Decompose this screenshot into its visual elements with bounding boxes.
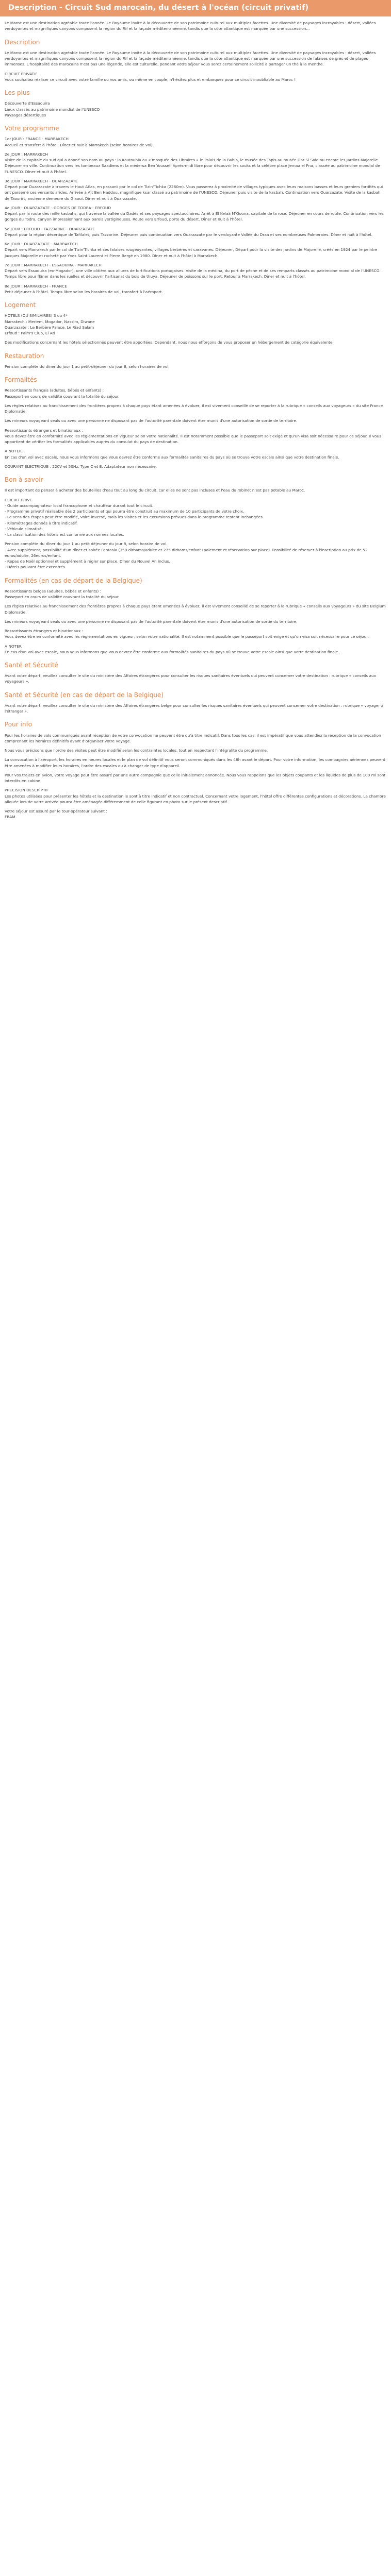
section-paragraph: A NOTER En cas d'un vol avec escale, nous vous informons que vous devrez être conforme aux formalités sanitaires du pays où se trouve votre escale ainsi que votre destination finale. bbox=[5, 643, 339, 654]
section-paragraph: Des modifications concernant les hôtels sélectionnés peuvent être apportées. Cependant, nous nous efforçons de vous proposer un hébergement de catégorie équivalente. bbox=[5, 340, 334, 345]
section-paragraph: Pour les horaires de vols communiqués avant réception de votre convocation ne peuvent être qu'à titre indicatif. Dans tous les cas, il est impératif que vous attendiez la réception de la convocation comprenant les horaires définitifs avant d'organiser votre voyage. bbox=[5, 733, 381, 743]
page-title: Description - Circuit Sud marocain, du désert à l'océan (circuit privatif) bbox=[0, 0, 391, 16]
section-paragraph: Ressortissants français (adultes, bébés et enfants) : Passeport en cours de validité couvrant la totalité du séjour. bbox=[5, 388, 120, 399]
section-paragraph: Il est important de penser à acheter des bouteilles d'eau tout au long du circuit, car elles ne sont pas incluses et l'eau du robinet n'est pas potable au Maroc. bbox=[5, 488, 305, 493]
section-paragraph: Votre séjour est assuré par le tour-opérateur suivant : FRAM bbox=[5, 809, 107, 820]
section-heading: Pour info bbox=[5, 721, 32, 728]
section-paragraph: CIRCUIT PRIVE - Guide accompagnateur local francophone et chauffeur durant tout le circuit. - Programme privatif réalisable dès 2 participants et qui pourra être construit au maximum de 10 participants de votre choix. - Le sens des étapes peut être modifié, voire inversé, mais les visites et les excursions prévues dans le programme restent inchangées. - Kilométrages donnés à titre indicatif. - Véhicule climatisé. - La classification des hôtels est conforme aux normes locales. bbox=[5, 497, 264, 537]
section-paragraph: Les règles relatives au franchissement des frontières propres à chaque pays étant amenées à évoluer, il est vivement conseillé de se reporter à la rubrique « conseils aux voyageurs » du site France Diplomatie. bbox=[5, 403, 383, 414]
section-paragraph: Avant votre départ, veuillez consulter le site du ministère des Affaires étrangères belge pour consulter les risques sanitaires éventuels qui peuvent concerner votre destination : rubrique « voyager à l'étranger ». bbox=[5, 703, 384, 714]
section-paragraph: La convocation à l'aéroport, les horaires en heures locales et le plan de vol définitif vous seront communiqués dans les 48h avant le départ. Pour votre information, les compagnies aériennes peuvent être amenées à modifier leurs horaires, l'ordre des escales ou à changer de type d'appareil. bbox=[5, 757, 386, 768]
section-paragraph: Avant votre départ, veuillez consulter le site du ministère des Affaires étrangères pour consulter les risques sanitaires éventuels qui peuvent concerner votre destination : rubrique « conseils aux voyageurs ». bbox=[5, 673, 377, 684]
section-formalites bbox=[5, 375, 386, 469]
section-paragraph: A NOTER En cas d'un vol avec escale, nous vous informons que vous devrez être conforme aux formalités sanitaires du pays où se trouve votre escale ainsi que votre destination finale. bbox=[5, 449, 339, 460]
intro-text: Le Maroc est une destination agréable toute l'année. Le Royaume invite à la découverte de son patrimoine culturel aux multiples facettes. Une diversité de paysages incroyables : désert, vallées verdoyantes et magnifiques canyons composent la région du Rif et la façade méditerranéenne, tandis que la côte atlantique est marquée par une succession... bbox=[5, 21, 376, 31]
section-paragraph: Le Maroc est une destination agréable toute l'année. Le Royaume invite à la découverte de son patrimoine culturel aux multiples facettes. Une diversité de paysages incroyables : désert, vallées verdoyantes et magnifiques canyons composent la région du Rif et la façade méditerranéenne, tandis que la côte atlantique est marquée par une succession de falaises de grès et de plages immenses. L'hospitalité des marocains n'est pas une légende, elle est culturelle, pendant votre séjour vous serez certainement sollicité à partager un thé à la menthe. bbox=[5, 50, 376, 67]
section-paragraph: Nous vous précisons que l'ordre des visites peut être modifié selon les contraintes locales, tout en respectant l'intégralité du programme. bbox=[5, 748, 268, 753]
section-paragraph: Ressortissants étrangers et binationaux : Vous devez être en conformité avec les réglementations en vigueur selon votre nationalité. Il est notamment possible que le passeport soit exigé et qu'un visa soit nécessaire pour ce séjour. Il vous appartient de vérifier les formalités applicables auprès du consulat du pays de destination. bbox=[5, 428, 381, 445]
section-les-plus bbox=[5, 88, 386, 118]
section-heading: Bon à savoir bbox=[5, 476, 43, 484]
section-paragraph: Pension complète du dîner du jour 1 au petit-déjeuner du jour 8, selon horaires de vol. bbox=[5, 364, 170, 369]
section-paragraph: 8e JOUR : MARRAKECH - FRANCE Petit déjeuner à l'hôtel. Temps libre selon les horaires de vol, transfert à l'aéroport. bbox=[5, 283, 163, 294]
section-paragraph: PRECISION DESCRIPTIF Les photos utilisées pour présenter les hôtels et la destination le sont à titre indicatif et non contractuel. Concernant votre logement, l'hôtel offre différentes configurations et décorations. La chambre allouée lors de votre arrivée pourra être aménagée différemment de celle figurant en photo sur le présent descriptif. bbox=[5, 788, 386, 804]
section-heading: Votre programme bbox=[5, 125, 59, 132]
intro-block bbox=[5, 20, 386, 32]
section-heading: Logement bbox=[5, 301, 36, 309]
section-heading: Formalités bbox=[5, 376, 37, 384]
section-votre-programme bbox=[5, 124, 386, 295]
section-paragraph: Pension complète du dîner du jour 1 au petit déjeuner du jour 8, selon horaire de vol. - Avec supplément, possibilité d'un dîner et soirée Fantasia (350 dirhams/adulte et 275 dirhams/enfant (paiement et réservation sur place). Possibilité de réserver à l'inscription au prix de 52 euros/adulte, 26euros/enfant. - Repas de Noël optionnel et supplément à régler sur place. Dîner du Nouvel An inclus. - Hôtels pouvant être excentrés. bbox=[5, 541, 368, 570]
section-heading: Restauration bbox=[5, 352, 44, 360]
section-formalites-en-cas-de-depart-de-la-belgique bbox=[5, 576, 386, 655]
section-paragraph: Pour vos trajets en avion, votre voyage peut être assuré par une autre compagnie que celle initialement annoncée. Nous vous rappelons que les objets coupants et les liquides de plus de 100 ml sont interdits en cabine. bbox=[5, 772, 386, 784]
page bbox=[0, 0, 391, 829]
section-paragraph: Ressortissants belges (adultes, bébés et enfants) : Passeport en cours de validité couvrant la totalité du séjour. bbox=[5, 588, 120, 599]
section-paragraph: CIRCUIT PRIVATIF Vous souhaitez réaliser ce circuit avec votre famille ou vos amis, ou même en couple, n'hésitez plus et embarquez pour ce circuit inoubliable au Maroc ! bbox=[5, 71, 296, 82]
section-paragraph: 2e JOUR : MARRAKECH Visite de la capitale du sud qui a donné son nom au pays : la Koutoubia ou « mosquée des Libraires » le Palais de la Bahia, le musée des Tapis au musée Dar Si Saïd ou encore les Jardins Majorelle. Déjeuner en ville. Continuation vers les tombeaux Saadiens et la médersa Ben Youssef. Après-midi libre pour découvrir les souks et la célèbre place Jemaa el Fna, classée au patrimoine mondial de l'UNESCO. Dîner et nuit à l'hôtel. bbox=[5, 151, 380, 174]
section-paragraph: 5e JOUR : ERFOUD - TAZZARINE - OUARZAZATE Départ pour la région désertique de Tafilalet, puis Tazzarine. Déjeuner puis continuation vers Ouarzazate par le verdoyante Vallée du Draa et ses nombreuses Palmeraies. Dîner et nuit à l'hôtel. bbox=[5, 226, 373, 237]
section-bon-a-savoir bbox=[5, 475, 386, 570]
section-heading: Santé et Sécurité (en cas de départ de la Belgique) bbox=[5, 691, 164, 699]
section-paragraph: COURANT ELECTRIQUE : 220V et 50Hz. Type C et E. Adaptateur non nécessaire. bbox=[5, 464, 157, 469]
section-paragraph: Ressortissants étrangers et binationaux : Vous devez être en conformité avec les réglementations en vigueur, selon votre nationalité. Il est notamment possible que le passeport soit exigé et qu'un visa soit nécessaire pour ce séjour. bbox=[5, 629, 369, 639]
section-paragraph: HOTELS (OU SIMILAIRES) 3 ou 4* Marrakech : Meriem, Mogador, Nassim, Diwane Ouarzazate : Le Berbère Palace, Le Riad Salam Erfoud : Palm's Club, El Ati bbox=[5, 313, 95, 336]
section-paragraph: Les mineurs voyageant seuls ou avec une personne ne disposant pas de l'autorité parentale doivent être munis d'une autorisation de sortie de territoire. bbox=[5, 418, 298, 423]
section-paragraph: 7e JOUR : MARRAKECH - ESSAOUIRA - MARRAKECH Départ vers Essaouira (ex-Mogador), une ville côtière aux allures de fortifications portugaises. Visite de la médina, du port de pêche et de ses remparts classés au patrimoine mondial de l'UNESCO. Temps libre pour flâner dans les ruelles et découvrir l'artisanat du bois de thuya. Déjeuner de poissons sur le port. Retour à Marrakech. Dîner et nuit à l'hôtel. bbox=[5, 262, 381, 279]
section-paragraph: 3e JOUR : MARRAKECH - OUARZAZATE Départ pour Ouarzazate à travers le Haut Atlas, en passant par le col de Tizin'Tichka (2260m). Vous passerez à proximité de villages typiques avec leurs maisons basses et leurs greniers fortifiés qui ont parsemé ces versants arides. Arrivée à Aït Ben Haddou, magnifique ksar classé au patrimoine de l'UNESCO. Déjeuner puis visite de la kasbah. Continuation vers Ouarzazate. Visite de la kasbah de Taourirt, ancienne demeure du Glaoui. Dîner et nuit à Ouarzazate. bbox=[5, 178, 383, 201]
content-sections bbox=[5, 38, 386, 820]
section-paragraph: Découverte d'Essaouira Lieux classés au patrimoine mondial de l'UNESCO Paysages désertiques bbox=[5, 101, 100, 117]
section-heading: Santé et Sécurité bbox=[5, 662, 58, 669]
section-sante-et-securite-en-cas-de-depart-de-la-belgique bbox=[5, 690, 386, 715]
section-heading: Formalités (en cas de départ de la Belgique) bbox=[5, 577, 142, 584]
section-sante-et-securite bbox=[5, 660, 386, 685]
section-pour-info bbox=[5, 720, 386, 820]
section-heading: Description bbox=[5, 38, 40, 46]
section-paragraph: 6e JOUR : OUARZAZATE - MARRAKECH Départ vers Marrakech par le col de Tizin'Tichka et ses falaises rougeoyantes, villages berbères et caravanes. Déjeuner, Départ pour la visite des jardins de Majorelle, créés en 1924 par le peintre Jacques Majorelle et racheté par Yves Saint Laurent et Pierre Bergé en 1980. Dîner et nuit à l'hôtel à Marrakech. bbox=[5, 242, 378, 258]
section-logement bbox=[5, 300, 386, 345]
section-paragraph: 4e JOUR : OUARZAZATE - GORGES DE TODRA - ERFOUD Départ par la route des mille kasbahs, qui traverse la vallée du Dadès et ses paysages spectaculaires. Arrêt à El Kelaâ M'Gouna, capitale de la rose. Déjeuner en cours de route. Continuation vers les gorges du Todra, canyon impressionnant aux parois vertigineuses. Route vers Erfoud, porte du désert. Dîner et nuit à l'hôtel. bbox=[5, 205, 384, 222]
section-paragraph: Les règles relatives au franchissement des frontières propres à chaque pays étant amenées à évoluer, il est vivement conseillé de se reporter à la rubrique « conseils aux voyageurs » du site Belgium Diplomatie. bbox=[5, 604, 386, 615]
section-description bbox=[5, 38, 386, 82]
section-restauration bbox=[5, 351, 386, 369]
section-paragraph: Les mineurs voyageant seuls ou avec une personne ne disposant pas de l'autorité parentale doivent être munis d'une autorisation de sortie du territoire. bbox=[5, 619, 298, 624]
section-paragraph: 1er JOUR : FRANCE - MARRAKECH Accueil et transfert à l'hôtel. Dîner et nuit à Marrakech (selon horaires de vol). bbox=[5, 137, 154, 147]
section-heading: Les plus bbox=[5, 89, 30, 97]
